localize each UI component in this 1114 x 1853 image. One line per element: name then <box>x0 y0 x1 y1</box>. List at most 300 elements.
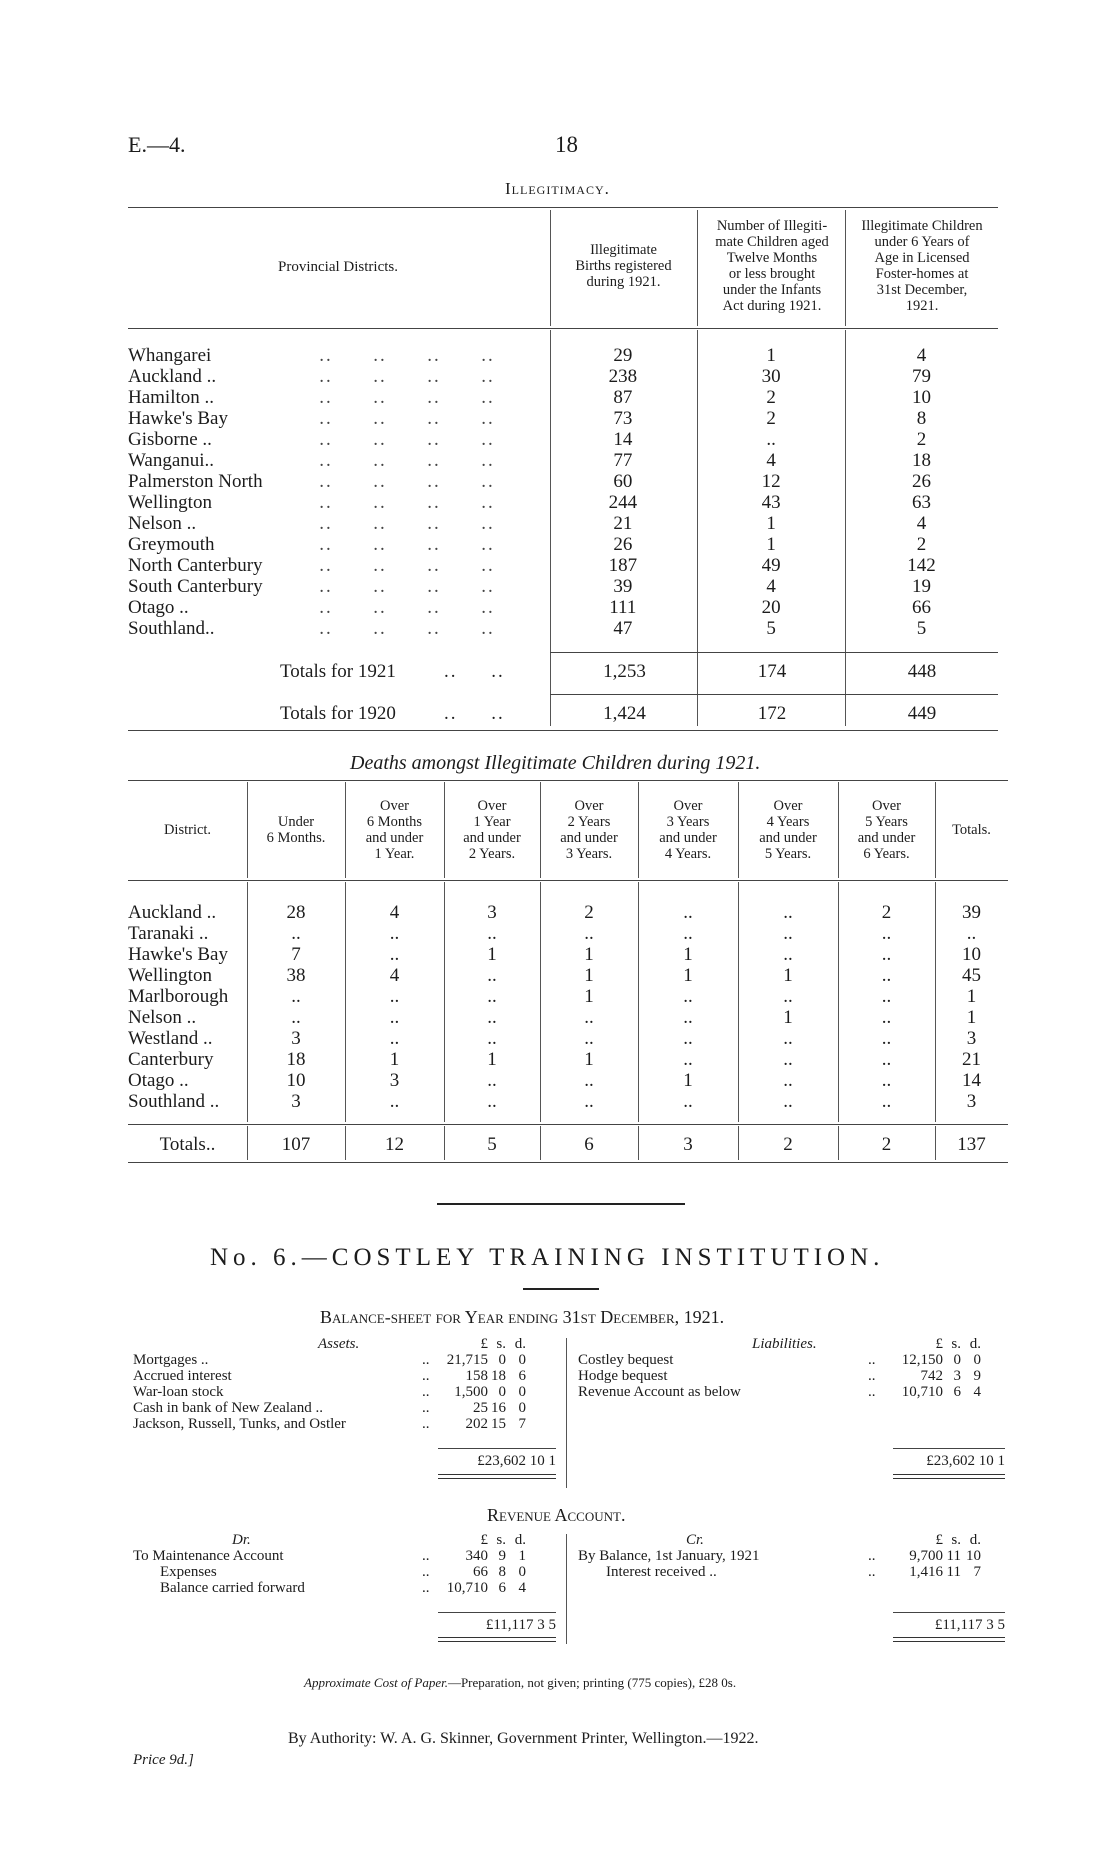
ledger-label: By Balance, 1st January, 1921 <box>578 1548 760 1564</box>
deaths-col-header: Over 5 Years and under 6 Years. <box>857 798 916 862</box>
deaths-table <box>128 902 1008 1112</box>
ledger-amount: 6 <box>518 1368 526 1384</box>
document-ref: E.—4. <box>128 132 186 157</box>
section-divider <box>437 1203 685 1205</box>
table-cell: .. <box>783 1091 793 1112</box>
table-row <box>128 345 998 366</box>
cell-infants: 5 <box>766 618 776 639</box>
ledger-amount: 7 <box>973 1564 981 1580</box>
cell-births: 238 <box>608 366 638 387</box>
cell-foster: 19 <box>912 576 932 597</box>
leader-dots: .. .. .. .. <box>298 471 495 492</box>
table-cell: 39 <box>962 902 981 923</box>
cell-foster: 66 <box>912 597 932 618</box>
leader-dots: .. .. .. .. <box>298 576 495 597</box>
total-1921-births: 1,253 <box>603 661 646 682</box>
table-cell: .. <box>783 986 793 1007</box>
table-cell: 1 <box>584 944 594 965</box>
table-cell: 3 <box>291 1028 301 1049</box>
table-cell: 21 <box>962 1049 981 1070</box>
district-name: Palmerston North <box>128 471 263 492</box>
deaths-title: Deaths amongst Illegitimate Children during 1921. <box>350 752 761 774</box>
table-row <box>128 618 998 639</box>
table-cell: 1 <box>683 944 693 965</box>
leader-dots: .. <box>422 1400 430 1416</box>
costley-heading: No. 6.—COSTLEY TRAINING INSTITUTION. <box>210 1244 885 1271</box>
table-cell: .. <box>881 1028 892 1049</box>
ledger-amount: 158 <box>465 1368 488 1384</box>
totals-cell: 6 <box>584 1134 594 1155</box>
district-name: Wellington <box>128 965 212 986</box>
currency-col-header: £ <box>935 1532 943 1548</box>
district-name: Nelson .. <box>128 1007 197 1028</box>
ledger-label: Expenses <box>160 1564 217 1580</box>
leader-dots: .. .. .. .. <box>298 345 495 366</box>
ledger-amount: 7 <box>518 1416 526 1432</box>
ledger-label: Balance carried forward <box>160 1580 305 1596</box>
ledger-amount: 6 <box>953 1384 961 1400</box>
cell-births: 47 <box>613 618 633 639</box>
cell-foster: 10 <box>912 387 932 408</box>
leader-dots: .. <box>422 1548 430 1564</box>
totals-cell: 2 <box>783 1134 793 1155</box>
table-cell: 1 <box>683 965 693 986</box>
table-cell: .. <box>881 923 892 944</box>
table-cell: 3 <box>389 1070 400 1091</box>
cell-infants: 49 <box>761 555 781 576</box>
table-cell: .. <box>683 1028 693 1049</box>
cell-infants: 2 <box>766 408 776 429</box>
table-cell: 4 <box>389 965 400 986</box>
cell-births: 21 <box>613 513 633 534</box>
ledger-amount: 0 <box>518 1400 526 1416</box>
cell-infants: 1 <box>766 345 776 366</box>
currency-col-header: d. <box>514 1336 526 1352</box>
table-cell: .. <box>881 1091 892 1112</box>
total-1921-dots: .. .. <box>444 661 505 682</box>
table-cell: .. <box>783 1049 793 1070</box>
ledger-amount: 0 <box>973 1352 981 1368</box>
assets-label: Assets. <box>318 1336 360 1352</box>
table-row <box>128 1007 1008 1028</box>
currency-col-header: d. <box>969 1336 981 1352</box>
deaths-col-header: Over 2 Years and under 3 Years. <box>560 798 618 862</box>
table-cell: .. <box>389 923 400 944</box>
ledger-amount: 0 <box>953 1352 961 1368</box>
table-row <box>128 923 1008 944</box>
leader-dots: .. .. .. .. <box>298 429 495 450</box>
leader-dots: .. <box>422 1580 430 1596</box>
table-cell: .. <box>291 986 301 1007</box>
table-cell: .. <box>389 986 400 1007</box>
deaths-col-header: Totals. <box>952 822 991 838</box>
table-row <box>128 450 998 471</box>
district-name: South Canterbury <box>128 576 263 597</box>
ledger-amount: 9 <box>973 1368 981 1384</box>
table-cell: .. <box>584 923 594 944</box>
cost-note <box>304 1675 736 1691</box>
leader-dots: .. <box>868 1352 876 1368</box>
district-name: Nelson .. <box>128 513 197 534</box>
ledger-amount: 66 <box>473 1564 488 1580</box>
dr-label: Dr. <box>232 1532 251 1548</box>
cell-births: 244 <box>608 492 638 513</box>
cell-infants: 12 <box>761 471 781 492</box>
table-cell: .. <box>389 1091 400 1112</box>
table-cell: .. <box>783 1070 793 1091</box>
cell-foster: 18 <box>912 450 932 471</box>
cost-note-label: Approximate Cost of Paper. <box>304 1675 448 1690</box>
table-cell: .. <box>881 965 892 986</box>
district-name: Auckland .. <box>128 902 217 923</box>
balance-sheet-title: Balance-sheet for Year ending 31st December, 1921. <box>320 1307 725 1327</box>
table-row <box>128 1028 1008 1049</box>
cell-foster: 63 <box>912 492 932 513</box>
cell-births: 111 <box>609 597 637 618</box>
district-name: Otago .. <box>128 597 189 618</box>
cell-infants: 2 <box>766 387 776 408</box>
leader-dots: .. .. .. .. <box>298 513 495 534</box>
ledger-amount: 1 <box>518 1548 526 1564</box>
deaths-col-header: District. <box>163 822 212 838</box>
ledger-amount: 742 <box>920 1368 943 1384</box>
ledger-amount: 15 <box>491 1416 506 1432</box>
district-name: Wellington <box>128 492 212 513</box>
ledger-label: Mortgages .. <box>133 1352 209 1368</box>
cell-foster: 4 <box>916 345 927 366</box>
total-1920-foster: 449 <box>907 703 937 724</box>
currency-col-header: £ <box>480 1336 488 1352</box>
table-cell: 7 <box>291 944 301 965</box>
ledger-amount: 3 <box>953 1368 961 1384</box>
district-name: Auckland .. <box>128 366 217 387</box>
cell-births: 14 <box>613 429 633 450</box>
ledger-label: Accrued interest <box>133 1368 232 1384</box>
ledger-label: War-loan stock <box>133 1384 224 1400</box>
ledger-label: Costley bequest <box>578 1352 674 1368</box>
total-1920-infants: 172 <box>757 703 787 724</box>
ledger-amount: 12,150 <box>901 1352 943 1368</box>
table-row <box>128 387 998 408</box>
total-1921-label: Totals for 1921 <box>280 661 396 682</box>
table-cell: .. <box>584 1028 594 1049</box>
table-cell: .. <box>487 1091 497 1112</box>
table-row <box>128 965 1008 986</box>
table-cell: .. <box>783 1028 793 1049</box>
table-cell: 10 <box>286 1070 306 1091</box>
district-name: Hawke's Bay <box>128 944 228 965</box>
currency-col-header: s. <box>496 1532 506 1548</box>
cell-births: 73 <box>613 408 633 429</box>
cell-births: 29 <box>613 345 633 366</box>
table-row <box>128 576 998 597</box>
deaths-col-header: Over 4 Years and under 5 Years. <box>759 798 817 862</box>
cell-infants: 30 <box>761 366 781 387</box>
table-row <box>128 1091 1008 1112</box>
dr-total: £11,117 3 5 <box>485 1617 556 1633</box>
deaths-col-header: Over 3 Years and under 4 Years. <box>659 798 717 862</box>
table-cell: .. <box>683 902 693 923</box>
table-cell: .. <box>291 923 301 944</box>
ledger-amount: 4 <box>518 1580 526 1596</box>
deaths-col-header: Over 1 Year and under 2 Years. <box>463 798 521 862</box>
leader-dots: .. <box>868 1548 876 1564</box>
totals-cell: 137 <box>957 1134 986 1155</box>
table-cell: 18 <box>286 1049 306 1070</box>
cell-foster: 142 <box>907 555 936 576</box>
cell-births: 87 <box>613 387 633 408</box>
cell-infants: 43 <box>761 492 781 513</box>
totals-cell: 5 <box>487 1134 497 1155</box>
cell-foster: 26 <box>912 471 932 492</box>
table-cell: .. <box>389 944 400 965</box>
table-cell: .. <box>487 1007 497 1028</box>
table-cell: .. <box>683 1049 693 1070</box>
table-row <box>128 944 1008 965</box>
ledger-label: Hodge bequest <box>578 1368 668 1384</box>
ledger-amount: 10,710 <box>901 1384 943 1400</box>
table-cell: .. <box>389 1028 400 1049</box>
ledger-amount: 1,500 <box>454 1384 488 1400</box>
leader-dots: .. .. .. .. <box>298 366 495 387</box>
leader-dots: .. .. .. .. <box>298 597 495 618</box>
ledger-amount: 340 <box>465 1548 488 1564</box>
ledger-amount: 11 <box>946 1548 961 1564</box>
leader-dots: .. <box>868 1384 876 1400</box>
totals-cell: 2 <box>881 1134 892 1155</box>
table-row <box>128 902 1008 923</box>
ledger-amount: 1,416 <box>909 1564 943 1580</box>
table-cell: 3 <box>966 1091 977 1112</box>
table-cell: 38 <box>286 965 306 986</box>
cell-infants: 4 <box>766 450 776 471</box>
currency-col-header: d. <box>969 1532 981 1548</box>
district-name: Westland .. <box>128 1028 213 1049</box>
cr-total: £11,117 3 5 <box>934 1617 1005 1633</box>
table-cell: 1 <box>966 1007 977 1028</box>
table-cell: 4 <box>389 902 400 923</box>
col-header-infants: Number of Illegiti- mate Children aged Twelve Months or less brought under the Infants Act during 1921. <box>715 218 829 314</box>
deaths-col-header: Under 6 Months. <box>266 814 326 846</box>
table-cell: .. <box>291 1007 301 1028</box>
ledger-amount: 16 <box>491 1400 506 1416</box>
total-1920-label: Totals for 1920 <box>280 703 396 724</box>
cell-foster: 2 <box>916 429 927 450</box>
authority-line: By Authority: W. A. G. Skinner, Government Printer, Wellington.—1922. <box>288 1730 759 1747</box>
table-cell: 1 <box>783 965 793 986</box>
table-cell: 1 <box>683 1070 693 1091</box>
leader-dots: .. <box>422 1352 430 1368</box>
district-name: Hawke's Bay <box>128 408 228 429</box>
table-cell: .. <box>584 1070 594 1091</box>
cell-foster: 5 <box>916 618 927 639</box>
ledger-amount: 10 <box>966 1548 981 1564</box>
ledger-amount: 0 <box>498 1352 506 1368</box>
table-cell: .. <box>881 1070 892 1091</box>
ledger-amount: 6 <box>498 1580 506 1596</box>
district-name: Southland.. <box>128 618 215 639</box>
district-name: Whangarei <box>128 345 212 366</box>
cost-note-text: —Preparation, not given; printing (775 copies), £28 0s. <box>447 1675 737 1690</box>
district-name: Canterbury <box>128 1049 214 1070</box>
ledger-label: To Maintenance Account <box>133 1548 284 1564</box>
district-name: Wanganui.. <box>128 450 215 471</box>
cell-births: 26 <box>613 534 633 555</box>
table-cell: .. <box>783 944 793 965</box>
table-cell: 14 <box>962 1070 981 1091</box>
table-cell: .. <box>683 1007 693 1028</box>
ledger-amount: 8 <box>498 1564 506 1580</box>
revenue-account-title: Revenue Account. <box>487 1505 626 1525</box>
table-cell: 1 <box>389 1049 400 1070</box>
table-cell: .. <box>487 965 497 986</box>
table-cell: .. <box>881 1007 892 1028</box>
district-name: Hamilton .. <box>128 387 215 408</box>
table-row <box>128 986 1008 1007</box>
district-name: Gisborne .. <box>128 429 212 450</box>
table-cell: 1 <box>487 944 497 965</box>
table-row <box>128 513 998 534</box>
total-1920-dots: .. .. <box>444 703 505 724</box>
liabilities-total: £23,602 10 1 <box>926 1453 1005 1469</box>
leader-dots: .. .. .. .. <box>298 492 495 513</box>
cell-foster: 8 <box>916 408 927 429</box>
table-cell: 1 <box>584 986 594 1007</box>
cr-label: Cr. <box>686 1532 704 1548</box>
leader-dots: .. .. .. .. <box>298 408 495 429</box>
currency-col-header: £ <box>480 1532 488 1548</box>
total-1920-births: 1,424 <box>603 703 646 724</box>
table-row <box>128 597 998 618</box>
ledger-label: Cash in bank of New Zealand .. <box>133 1400 323 1416</box>
cell-infants: 4 <box>766 576 776 597</box>
table-cell: 1 <box>584 965 594 986</box>
cell-foster: 4 <box>916 513 927 534</box>
district-name: North Canterbury <box>128 555 263 576</box>
ledger-label: Interest received .. <box>606 1564 717 1580</box>
table-cell: 2 <box>881 902 892 923</box>
table-cell: 45 <box>962 965 981 986</box>
cell-infants: 20 <box>761 597 781 618</box>
table-row <box>128 408 998 429</box>
leader-dots: .. .. .. .. <box>298 387 495 408</box>
totals-cell: 3 <box>683 1134 693 1155</box>
table-cell: .. <box>881 1049 892 1070</box>
totals-cell: 12 <box>385 1134 404 1155</box>
cell-infants: .. <box>766 429 776 450</box>
table-cell: 3 <box>487 902 497 923</box>
assets-total: £23,602 10 1 <box>477 1453 556 1469</box>
cell-foster: 79 <box>912 366 932 387</box>
table-cell: 1 <box>584 1049 594 1070</box>
cell-births: 39 <box>613 576 633 597</box>
total-1921-infants: 174 <box>757 661 787 682</box>
illegitimacy-title: Illegitimacy. <box>505 179 610 198</box>
ledger-amount: 0 <box>518 1384 526 1400</box>
table-cell: .. <box>881 944 892 965</box>
table-cell: 1 <box>487 1049 497 1070</box>
price: Price 9d.] <box>133 1752 194 1768</box>
table-cell: 28 <box>286 902 306 923</box>
table-cell: 3 <box>291 1091 301 1112</box>
table-cell: .. <box>683 923 693 944</box>
table-row <box>128 492 998 513</box>
district-name: Otago .. <box>128 1070 189 1091</box>
table-cell: .. <box>487 923 497 944</box>
table-row <box>128 534 998 555</box>
cell-infants: 1 <box>766 534 776 555</box>
leader-dots: .. .. .. .. <box>298 618 495 639</box>
illegitimacy-table <box>128 345 998 639</box>
table-row <box>128 555 998 576</box>
currency-col-header: s. <box>951 1532 961 1548</box>
liabilities-label: Liabilities. <box>752 1336 817 1352</box>
page-number: 18 <box>555 132 578 157</box>
currency-col-header: s. <box>496 1336 506 1352</box>
table-cell: .. <box>783 923 793 944</box>
cell-infants: 1 <box>766 513 776 534</box>
ledger-amount: 202 <box>465 1416 488 1432</box>
cell-births: 60 <box>613 471 633 492</box>
district-name: Greymouth <box>128 534 215 555</box>
table-cell: 1 <box>966 986 977 1007</box>
table-cell: 2 <box>584 902 594 923</box>
ledger-amount: 0 <box>498 1384 506 1400</box>
district-name: Taranaki .. <box>128 923 209 944</box>
table-cell: .. <box>584 1091 594 1112</box>
leader-dots: .. .. .. .. <box>298 555 495 576</box>
ledger-amount: 9,700 <box>909 1548 943 1564</box>
table-cell: 3 <box>966 1028 977 1049</box>
table-row <box>128 471 998 492</box>
cell-foster: 2 <box>916 534 927 555</box>
ledger-amount: 4 <box>973 1384 981 1400</box>
table-cell: .. <box>683 986 693 1007</box>
leader-dots: .. .. .. .. <box>298 534 495 555</box>
table-cell: .. <box>881 986 892 1007</box>
district-name: Marlborough <box>128 986 229 1007</box>
district-name: Southland .. <box>128 1091 220 1112</box>
leader-dots: .. <box>422 1368 430 1384</box>
currency-col-header: £ <box>935 1336 943 1352</box>
table-cell: .. <box>966 923 977 944</box>
leader-dots: .. <box>868 1368 876 1384</box>
table-cell: .. <box>584 1007 594 1028</box>
table-cell: .. <box>487 986 497 1007</box>
ledger-amount: 11 <box>946 1564 961 1580</box>
table-cell: .. <box>487 1028 497 1049</box>
col-header-foster: Illegitimate Children under 6 Years of Age in Licensed Foster-homes at 31st December, 1921. <box>861 218 983 314</box>
ledger-amount: 10,710 <box>446 1580 488 1596</box>
table-cell: 10 <box>962 944 981 965</box>
deaths-col-header: Over 6 Months and under 1 Year. <box>365 798 424 862</box>
currency-col-header: s. <box>951 1336 961 1352</box>
ledger-amount: 9 <box>498 1548 506 1564</box>
totals-cell: 107 <box>281 1134 311 1155</box>
total-1921-foster: 448 <box>907 661 937 682</box>
ledger-amount: 21,715 <box>446 1352 488 1368</box>
totals-label: Totals.. <box>159 1134 216 1155</box>
table-row <box>128 1049 1008 1070</box>
ledger-amount: 18 <box>491 1368 506 1384</box>
table-row <box>128 429 998 450</box>
ledger-amount: 25 <box>473 1400 488 1416</box>
table-row <box>128 366 998 387</box>
currency-col-header: d. <box>514 1532 526 1548</box>
table-cell: .. <box>783 902 793 923</box>
table-cell: .. <box>389 1007 400 1028</box>
table-row <box>128 1070 1008 1091</box>
